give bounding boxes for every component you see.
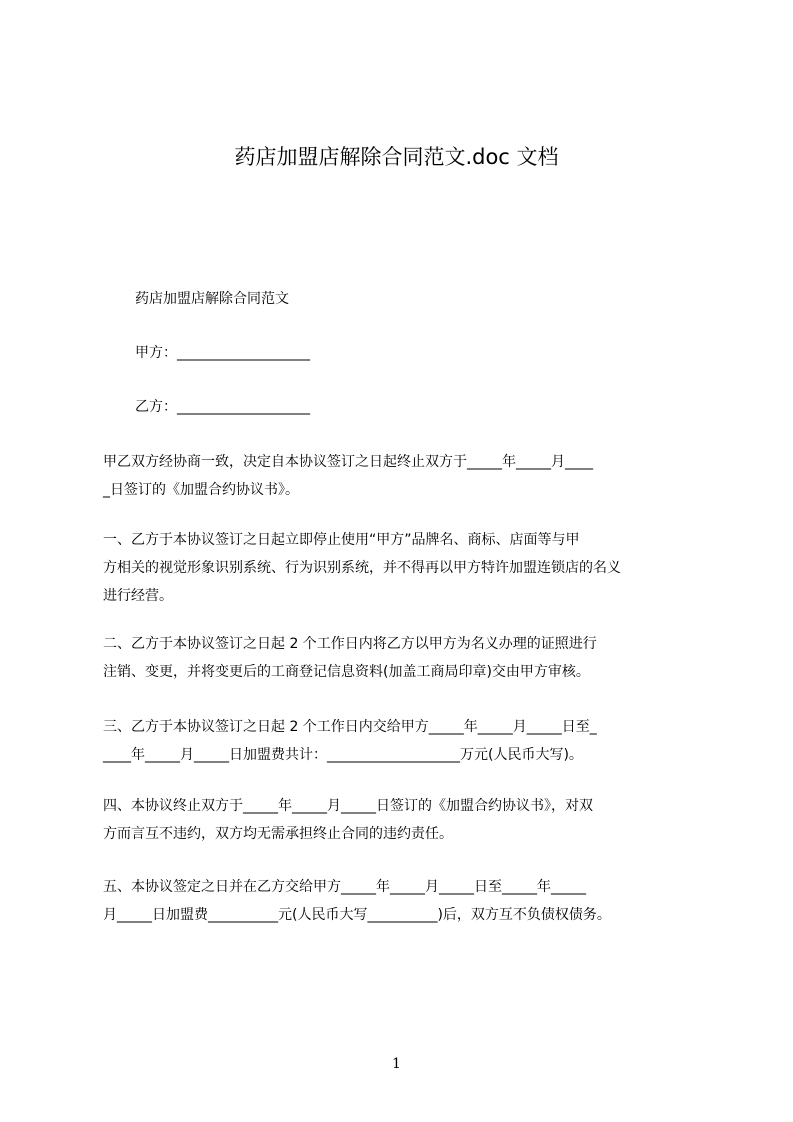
paragraph-clause-3 xyxy=(103,713,703,769)
document-title: 药店加盟店解除合同范文.doc 文档 xyxy=(234,145,559,169)
paragraph-line: 四、本协议终止双方于_____年_____月_____日签订的《加盟合约协议书》，对双 xyxy=(103,798,593,814)
subtitle-block xyxy=(103,285,703,313)
paragraph-line: 方而言互不违约，双方均无需承担终止合同的违约责任。 xyxy=(103,826,453,842)
paragraph-line: 月_____日加盟费__________元(人民币大写__________)后，双方互不负债权债务。 xyxy=(103,907,611,923)
paragraph-line: 甲乙双方经协商一致，决定自本协议签订之日起终止双方于_____年_____月____ xyxy=(103,454,593,470)
page-number: 1 xyxy=(392,1056,401,1072)
paragraph-line: 一、乙方于本协议签订之日起立即停止使用“甲方”品牌名、商标、店面等与甲 xyxy=(103,532,580,548)
paragraph-clause-2 xyxy=(103,630,703,686)
paragraph-line: ____年_____月_____日加盟费共计：___________________万元(人民币大写)。 xyxy=(103,747,583,763)
party-b-block xyxy=(103,393,703,421)
party-a-line: 甲方：___________________ xyxy=(135,345,310,361)
paragraph-line: 方相关的视觉形象识别系统、行为识别系统，并不得再以甲方特许加盟连锁店的名义 xyxy=(103,560,621,576)
document-subtitle: 药店加盟店解除合同范文 xyxy=(135,291,289,307)
paragraph-clause-4 xyxy=(103,792,703,848)
paragraph-line: _日签订的《加盟合约协议书》。 xyxy=(103,482,299,498)
party-a-block xyxy=(103,339,703,367)
paragraph-clause-1 xyxy=(103,526,703,610)
paragraph-line: 三、乙方于本协议签订之日起 2 个工作日内交给甲方_____年_____月_____日至_ xyxy=(103,719,597,735)
paragraph-intro xyxy=(103,448,703,504)
party-b-line: 乙方：___________________ xyxy=(135,399,310,415)
paragraph-line: 注销、变更，并将变更后的工商登记信息资料(加盖工商局印章)交由甲方审核。 xyxy=(103,664,590,680)
paragraph-line: 进行经营。 xyxy=(103,588,173,604)
paragraph-line: 二、乙方于本协议签订之日起 2 个工作日内将乙方以甲方为名义办理的证照进行 xyxy=(103,636,597,652)
paragraph-line: 五、本协议签定之日并在乙方交给甲方_____年_____月_____日至_____年_____ xyxy=(103,879,586,895)
paragraph-clause-5 xyxy=(103,873,703,929)
